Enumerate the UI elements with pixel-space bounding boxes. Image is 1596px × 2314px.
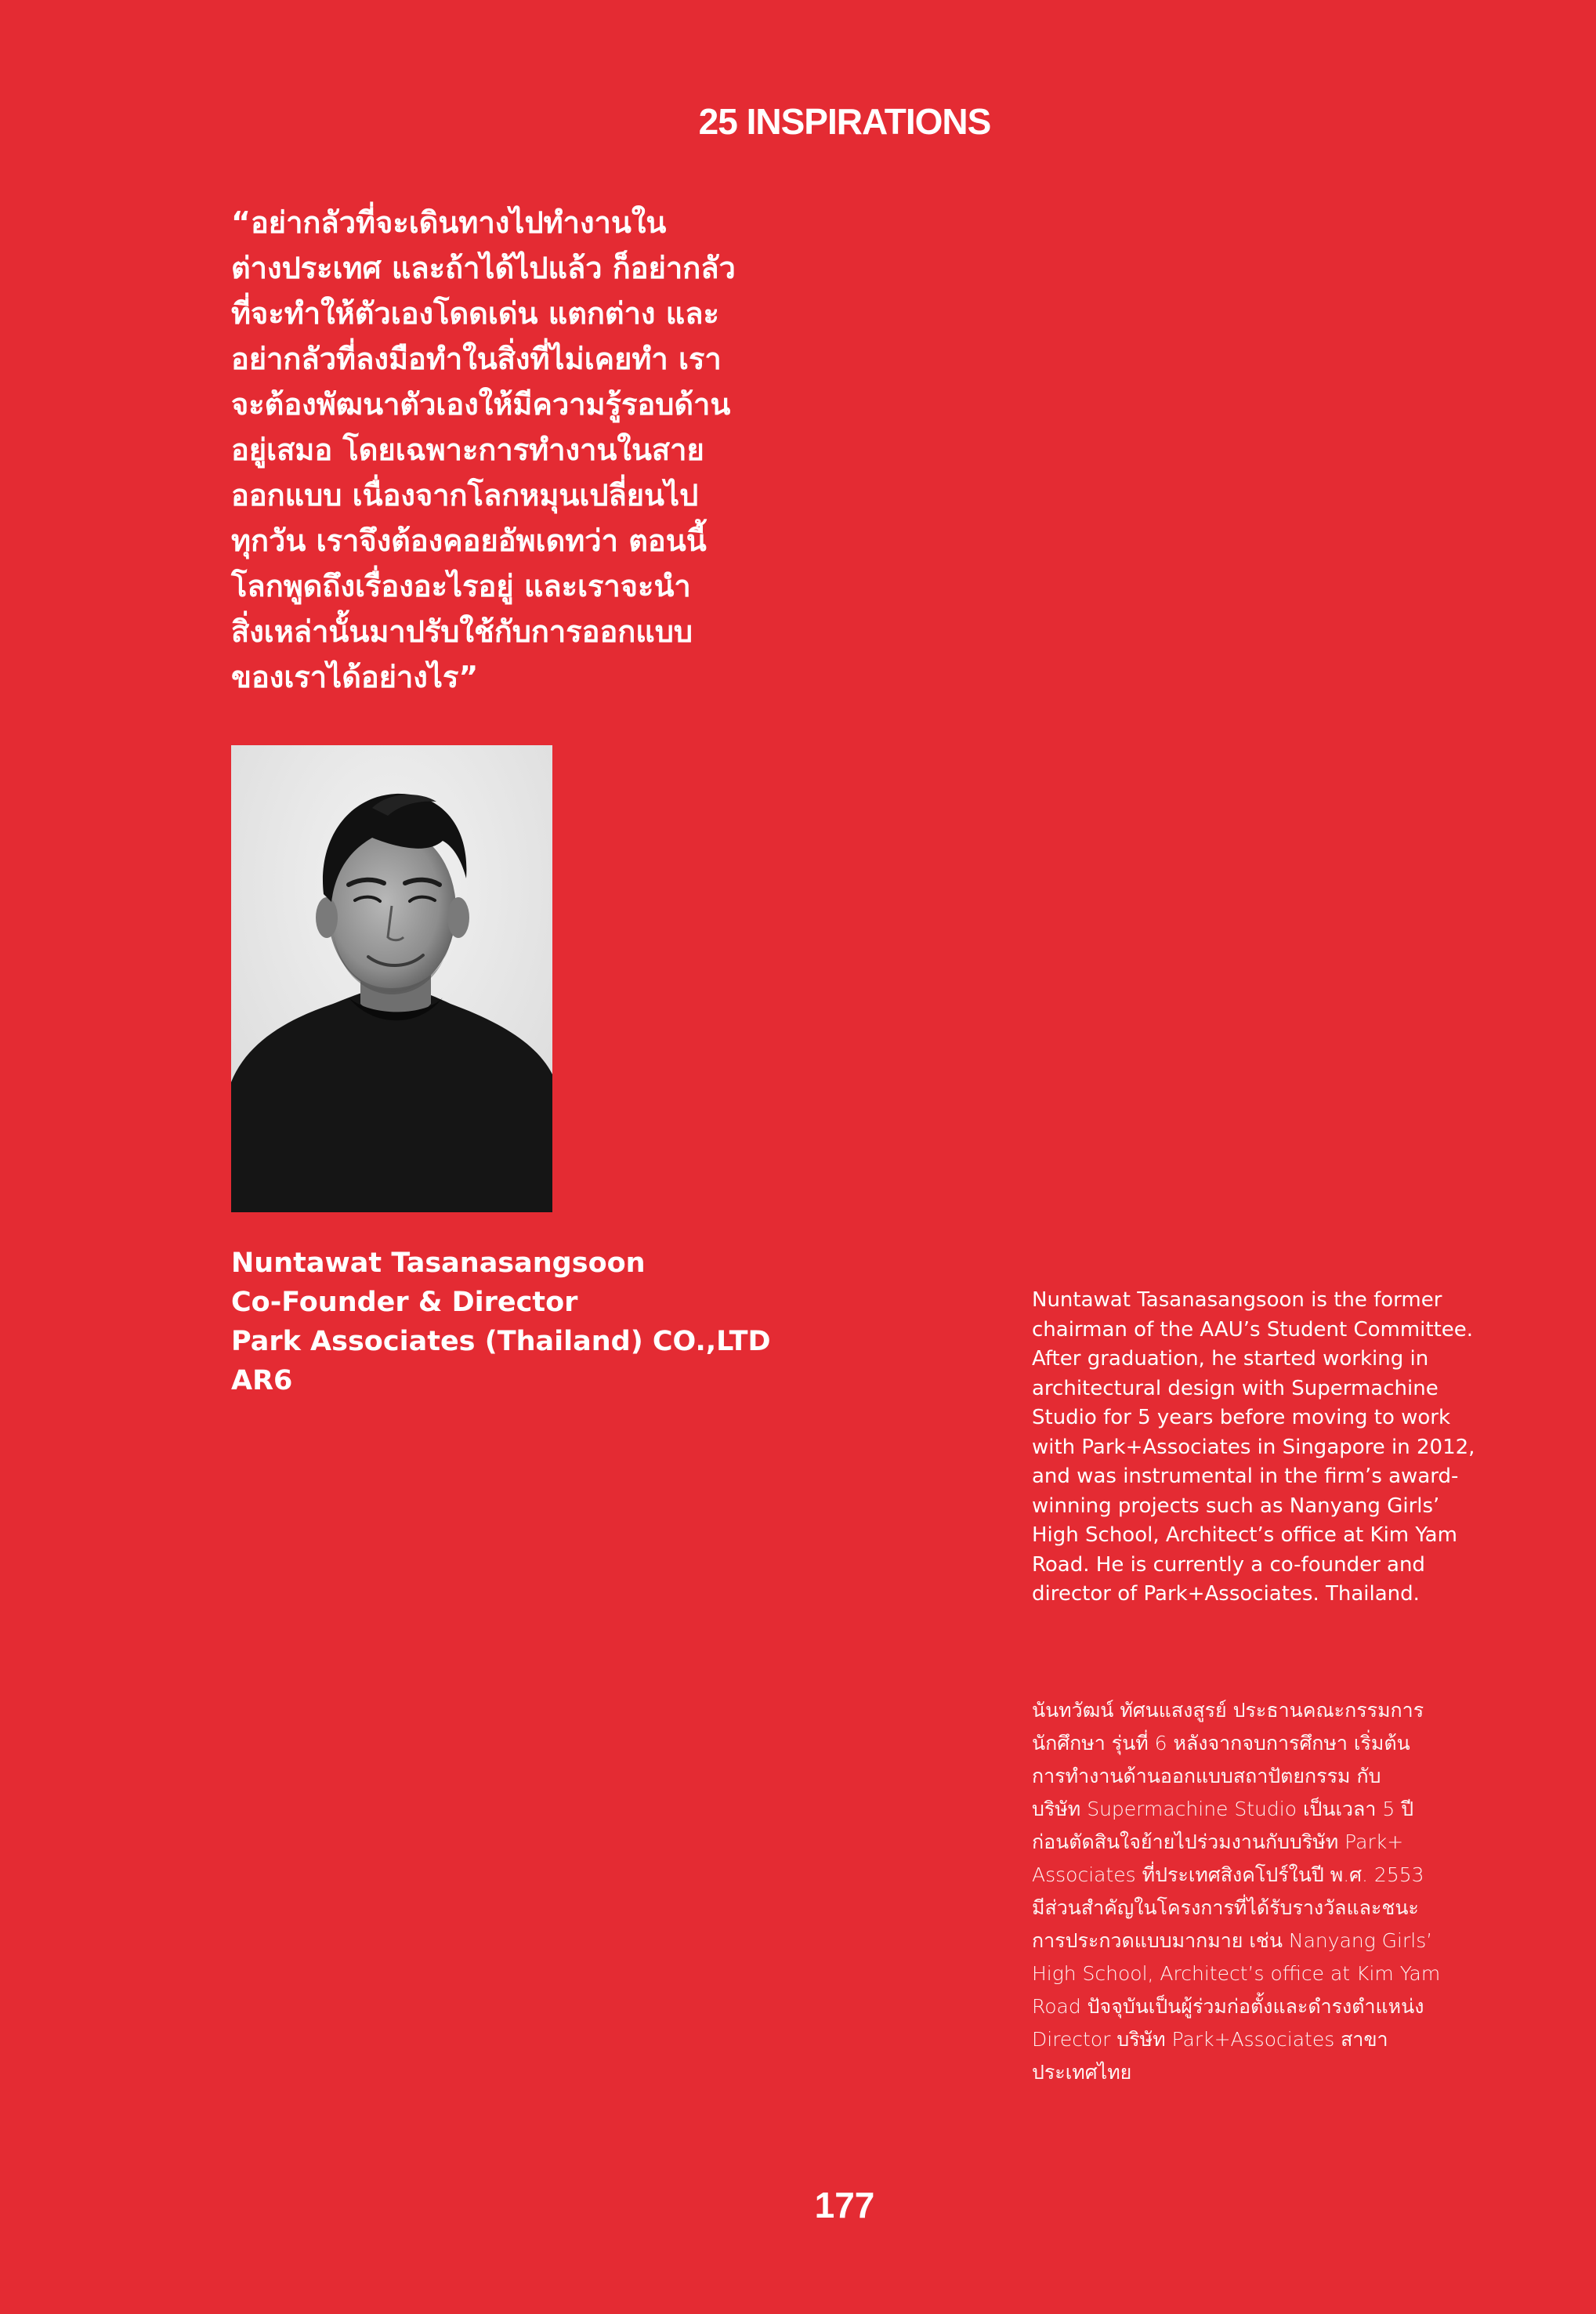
page-number: 177 [814, 2185, 875, 2225]
bio-th-line: Director บริษัท Park+Associates สาขา [1032, 2028, 1388, 2051]
profile-company: Park Associates (Thailand) CO.,LTD [231, 1326, 771, 1357]
bio-english [1032, 1286, 1475, 1610]
bio-th-line: ก่อนตัดสินใจย้ายไปร่วมงานกับบริษัท Park+ [1032, 1831, 1404, 1853]
bio-th-line: High School, Architect’s office at Kim Yam [1032, 1962, 1441, 1985]
bio-en-line: Studio for 5 years before moving to work [1032, 1406, 1451, 1429]
bio-th-line: Associates ที่ประเทศสิงคโปร์ในปี พ.ศ. 2553 [1032, 1863, 1424, 1886]
bio-en-line: Nuntawat Tasanasangsoon is the former [1032, 1288, 1442, 1312]
quote-line: อย่ากลัวที่ลงมือทำในสิ่งที่ไม่เคยทำ เรา [231, 342, 722, 376]
bio-en-line: High School, Architect’s office at Kim Yam [1032, 1523, 1457, 1547]
bio-th-line: การทำงานด้านออกแบบสถาปัตยกรรม กับ [1032, 1765, 1381, 1787]
bio-thai [1032, 1694, 1471, 2089]
quote-line: จะต้องพัฒนาตัวเองให้มีความรู้รอบด้าน [231, 387, 731, 422]
bio-en-line: After graduation, he started working in [1032, 1347, 1429, 1371]
bio-th-line: Road ปัจจุบันเป็นผู้ร่วมก่อตั้งและดำรงตำแหน่ง [1032, 1995, 1424, 2018]
bio-th-line: ประเทศไทย [1032, 2061, 1132, 2084]
quote-line: ต่างประเทศ และถ้าได้ไปแล้ว ก็อย่ากลัว [231, 251, 736, 285]
profile-name: Nuntawat Tasanasangsoon [231, 1248, 646, 1279]
quote-line: ทุกวัน เราจึงต้องคอยอัพเดทว่า ตอนนี้ [231, 523, 707, 558]
pull-quote [231, 200, 780, 700]
profile-generation: AR6 [231, 1365, 293, 1396]
bio-th-line: บริษัท Supermachine Studio เป็นเวลา 5 ปี [1032, 1798, 1414, 1820]
quote-line: ออกแบบ เนื่องจากโลกหมุนเปลี่ยนไป [231, 478, 699, 512]
bio-en-line: with Park+Associates in Singapore in 2012, [1032, 1435, 1475, 1459]
bio-en-line: winning projects such as Nanyang Girls’ [1032, 1494, 1440, 1518]
bio-en-line: and was instrumental in the firm’s award- [1032, 1465, 1459, 1488]
profile-position: Co-Founder & Director [231, 1287, 578, 1318]
page-header-title: 25 INSPIRATIONS [698, 101, 991, 142]
bio-th-line: การประกวดแบบมากมาย เช่น Nanyang Girls’ [1032, 1929, 1433, 1952]
quote-line: อยู่เสมอ โดยเฉพาะการทำงานในสาย [231, 433, 704, 467]
bio-th-line: นักศึกษา รุ่นที่ 6 หลังจากจบการศึกษา เริ่มต้น [1032, 1732, 1410, 1755]
bio-th-line: มีส่วนสำคัญในโครงการที่ได้รับรางวัลและชนะ [1032, 1896, 1419, 1919]
quote-line: โลกพูดถึงเรื่องอะไรอยู่ และเราจะนำ [231, 569, 691, 603]
quote-line: “อย่ากลัวที่จะเดินทางไปทำงานใน [231, 205, 667, 240]
bio-en-line: architectural design with Supermachine [1032, 1376, 1439, 1400]
profile-identity [231, 1244, 771, 1400]
bio-th-line: นันทวัฒน์ ทัศนแสงสูรย์ ประธานคณะกรรมการ [1032, 1699, 1424, 1722]
portrait-photo [231, 745, 552, 1212]
quote-line: สิ่งเหล่านั้นมาปรับใช้กับการออกแบบ [231, 614, 693, 649]
bio-en-line: Road. He is currently a co-founder and [1032, 1552, 1425, 1577]
bio-en-line: director of Park+Associates. Thailand. [1032, 1582, 1420, 1606]
quote-line: ของเราได้อย่างไร” [231, 660, 479, 694]
portrait-illustration [231, 745, 552, 1212]
bio-en-line: chairman of the AAU’s Student Committee. [1032, 1317, 1474, 1342]
quote-line: ที่จะทำให้ตัวเองโดดเด่น แตกต่าง และ [231, 296, 719, 331]
